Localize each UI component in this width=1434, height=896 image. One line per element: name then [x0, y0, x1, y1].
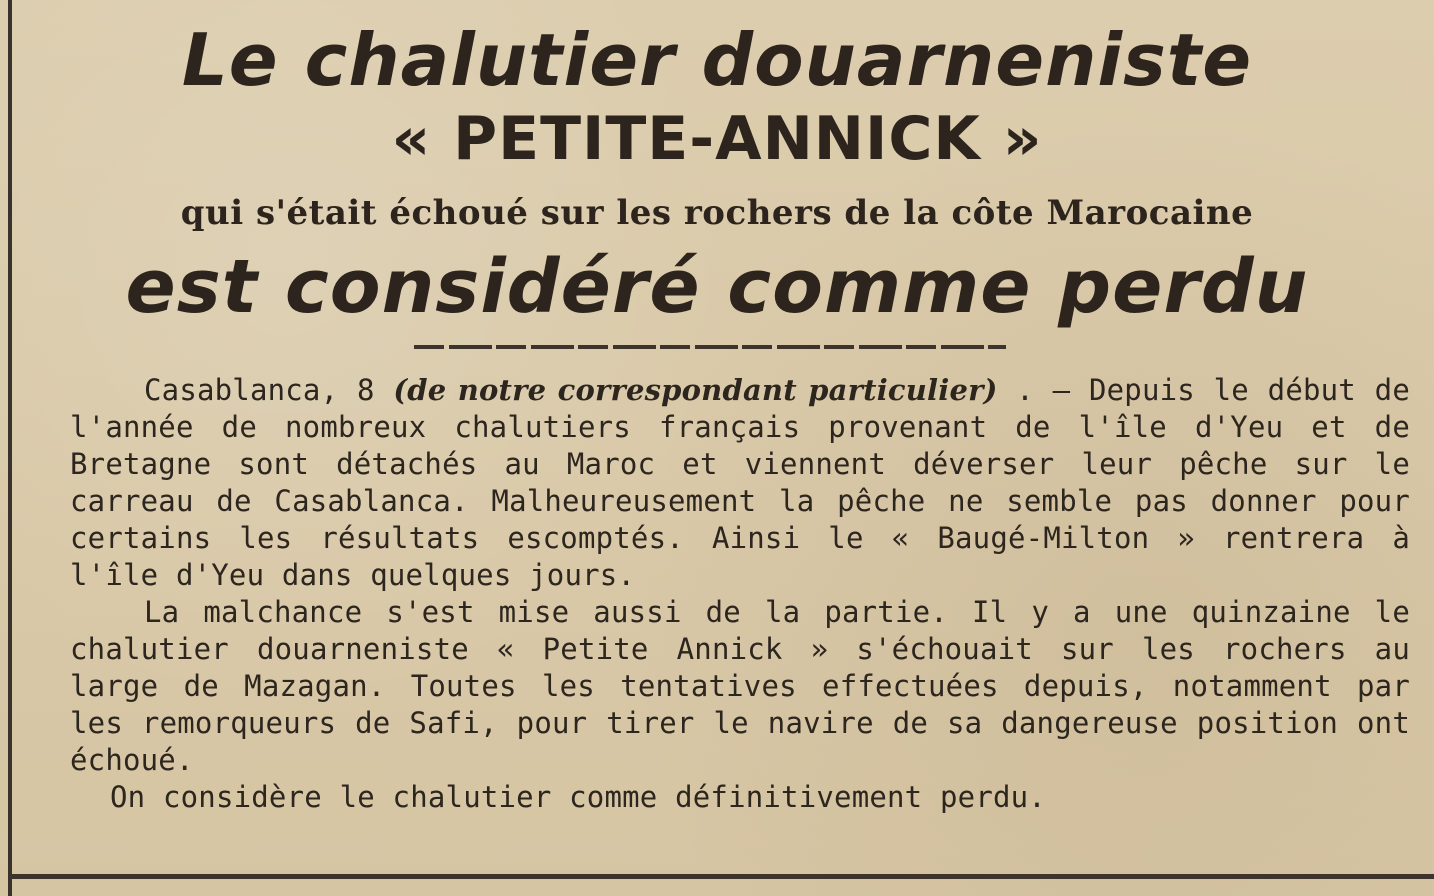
dateline: Casablanca, 8: [144, 373, 375, 407]
article-paragraph-1: [70, 372, 1410, 594]
headline-divider: [414, 345, 1006, 349]
headline-line-4: est considéré comme perdu: [125, 244, 1309, 330]
paragraph-1-text: . — Depuis le début de l'année de nombreux chalutiers français provenant de l'île d'Yeu et de Bretagne sont détachés au Maroc et viennent déverser leur pêche sur le carreau de Casablanca. Malheureusement la pêche ne semble pas donner pour certains les résultats escomptés. Ainsi le « Baugé-Milton » rentrera à l'île d'Yeu dans quelques jours.: [70, 373, 1410, 592]
article-body: [70, 372, 1410, 816]
correspondent-note: (de notre correspondant particulier): [393, 373, 998, 407]
headline-line-2: « PETITE-ANNICK »: [391, 104, 1043, 174]
headline-line-1: Le chalutier douarneniste: [181, 18, 1253, 102]
article-paragraph-2: La malchance s'est mise aussi de la partie. Il y a une quinzaine le chalutier douarneniste « Petite Annick » s'échouait sur les rochers au large de Mazagan. Toutes les tentatives effectuées depuis, notamment par les remorqueurs de Safi, pour tirer le navire de sa dangereuse position ont échoué.: [70, 595, 1410, 777]
headline-line-3: qui s'était échoué sur les rochers de la côte Marocaine: [180, 193, 1254, 233]
article-paragraph-3: On considère le chalutier comme définitivement perdu.: [110, 780, 1046, 814]
bottom-border-rule: [10, 874, 1434, 879]
